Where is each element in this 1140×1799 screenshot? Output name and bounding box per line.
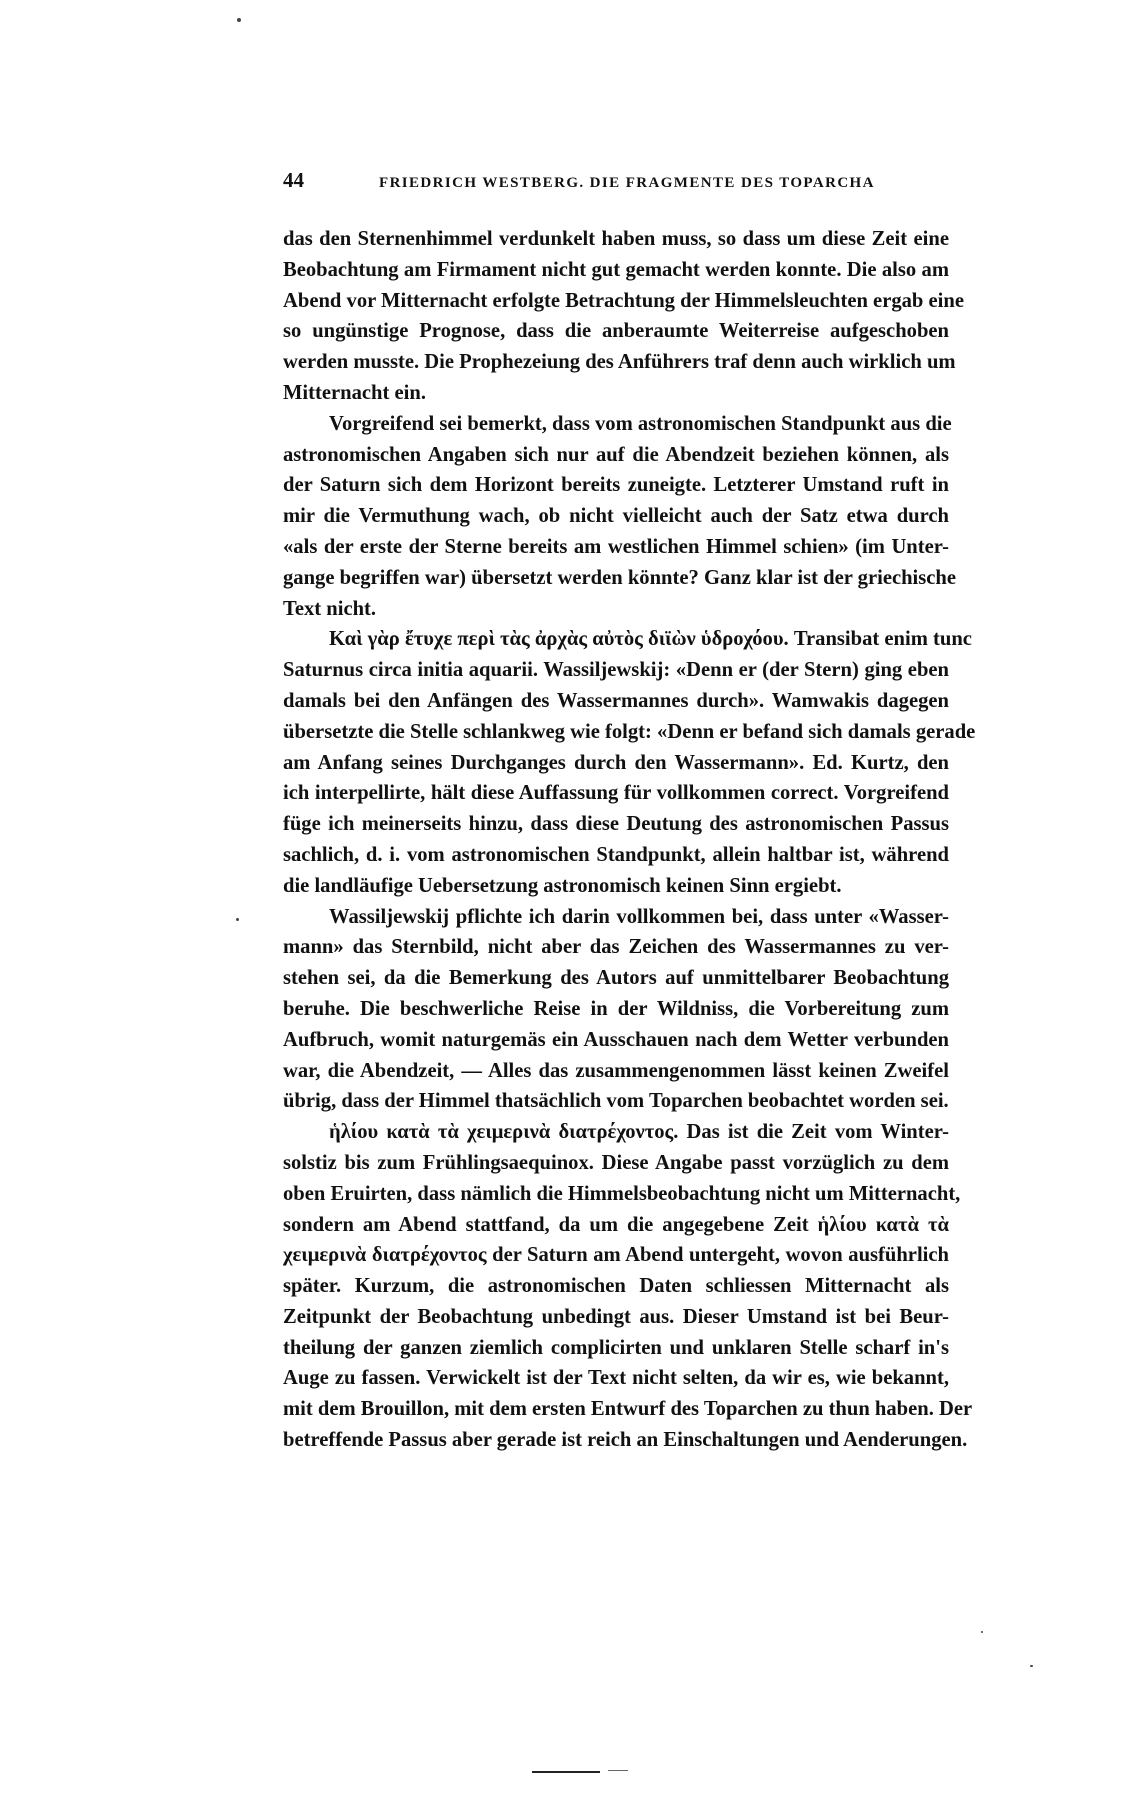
text-line: theilung der ganzen ziemlich complicirten und unklaren Stelle scharf in's <box>283 1336 949 1359</box>
text-line: später. Kurzum, die astronomischen Daten schliessen Mitternacht als <box>283 1275 949 1298</box>
body-text <box>283 224 976 1456</box>
text-line: Abend vor Mitternacht erfolgte Betrachtung der Himmelsleuchten ergab eine <box>283 289 964 312</box>
text-line: Mitternacht ein. <box>283 381 426 404</box>
text-line: gange begriffen war) übersetzt werden könnte? Ganz klar ist der griechische <box>283 566 957 589</box>
text-line: am Anfang seines Durchganges durch den Wassermann». Ed. Kurtz, den <box>283 751 949 774</box>
text-line: Aufbruch, womit naturgemäs ein Ausschauen nach dem Wetter verbunden <box>283 1028 949 1051</box>
text-line: Auge zu fassen. Verwickelt ist der Text nicht selten, da wir es, wie bekannt, <box>283 1367 949 1390</box>
text-line: solstiz bis zum Frühlingsaequinox. Diese Angabe passt vorzüglich zu dem <box>283 1151 949 1174</box>
text-line: so ungünstige Prognose, dass die anberaumte Weiterreise aufgeschoben <box>283 320 949 343</box>
text-line: mir die Vermuthung wach, ob nicht vielleicht auch der Satz etwa durch <box>283 505 949 528</box>
text-line: stehen sei, da die Bemerkung des Autors auf unmittelbarer Beobachtung <box>283 967 949 990</box>
text-line: Καὶ γὰρ ἔτυχε περὶ τὰς ἀρχὰς αὐτὸς διϊὼν ὑδροχόου. Transibat enim tunc <box>329 628 972 651</box>
text-line: ἡλίου κατὰ τὰ χειμερινὰ διατρέχοντος. Das ist die Zeit vom Winter- <box>329 1121 949 1144</box>
footer-rule-short <box>608 1770 628 1771</box>
text-line: die landläufige Uebersetzung astronomisch keinen Sinn ergiebt. <box>283 874 842 897</box>
text-line: das den Sternenhimmel verdunkelt haben muss, so dass um diese Zeit eine <box>283 228 949 250</box>
text-line: Zeitpunkt der Beobachtung unbedingt aus. Dieser Umstand ist bei Beur- <box>283 1305 949 1328</box>
text-line: mit dem Brouillon, mit dem ersten Entwurf des Toparchen zu thun haben. Der <box>283 1398 973 1421</box>
scan-speck <box>236 918 239 921</box>
scan-speck <box>237 18 241 22</box>
text-line: betreffende Passus aber gerade ist reich an Einschaltungen und Aenderungen. <box>283 1429 968 1452</box>
text-line: astronomischen Angaben sich nur auf die Abendzeit beziehen können, als <box>283 443 949 466</box>
page-header <box>283 168 949 198</box>
text-line: Saturnus circa initia aquarii. Wassiljewskij: «Denn er (der Stern) ging eben <box>283 659 949 682</box>
text-line: «als der erste der Sterne bereits am westlichen Himmel schien» (im Unter- <box>283 535 949 558</box>
text-line: oben Eruirten, dass nämlich die Himmelsbeobachtung nicht um Mitternacht, <box>283 1182 961 1205</box>
text-line: übrig, dass der Himmel thatsächlich vom Toparchen beobachtet worden sei. <box>283 1090 949 1113</box>
text-line: Beobachtung am Firmament nicht gut gemacht werden konnte. Die also am <box>283 258 949 281</box>
text-line: sachlich, d. i. vom astronomischen Standpunkt, allein haltbar ist, während <box>283 843 949 866</box>
text-line: übersetzte die Stelle schlankweg wie folgt: «Denn er befand sich damals gerade <box>283 720 976 743</box>
text-line: Wassiljewskij pflichte ich darin vollkommen bei, dass unter «Wasser- <box>329 905 949 928</box>
text-line: mann» das Sternbild, nicht aber das Zeichen des Wassermannes zu ver- <box>283 936 949 959</box>
running-head: FRIEDRICH WESTBERG. DIE FRAGMENTE DES TOPARCHA <box>379 175 875 191</box>
text-line: ich interpellirte, hält diese Auffassung für vollkommen correct. Vorgreifend <box>283 782 949 805</box>
text-line: χειμερινὰ διατρέχοντος der Saturn am Abend untergeht, wovon ausführlich <box>283 1244 949 1267</box>
text-line: der Saturn sich dem Horizont bereits zuneigte. Letzterer Umstand ruft in <box>283 474 949 497</box>
text-line: werden musste. Die Prophezeiung des Anführers traf denn auch wirklich um <box>283 351 956 374</box>
text-line: damals bei den Anfängen des Wassermannes durch». Wamwakis dagegen <box>283 689 949 712</box>
scan-speck <box>1030 1665 1033 1667</box>
text-line: sondern am Abend stattfand, da um die angegebene Zeit ἡλίου κατὰ τὰ <box>283 1213 949 1236</box>
footer-rule <box>532 1771 600 1773</box>
text-line: Text nicht. <box>283 597 377 620</box>
text-line: füge ich meinerseits hinzu, dass diese Deutung des astronomischen Passus <box>283 813 949 836</box>
text-line: war, die Abendzeit, — Alles das zusammengenommen lässt keinen Zweifel <box>283 1059 949 1082</box>
text-line: beruhe. Die beschwerliche Reise in der Wildniss, die Vorbereitung zum <box>283 997 949 1020</box>
scan-speck <box>981 1631 983 1633</box>
page-number: 44 <box>283 168 304 192</box>
text-line: Vorgreifend sei bemerkt, dass vom astronomischen Standpunkt aus die <box>329 412 952 435</box>
